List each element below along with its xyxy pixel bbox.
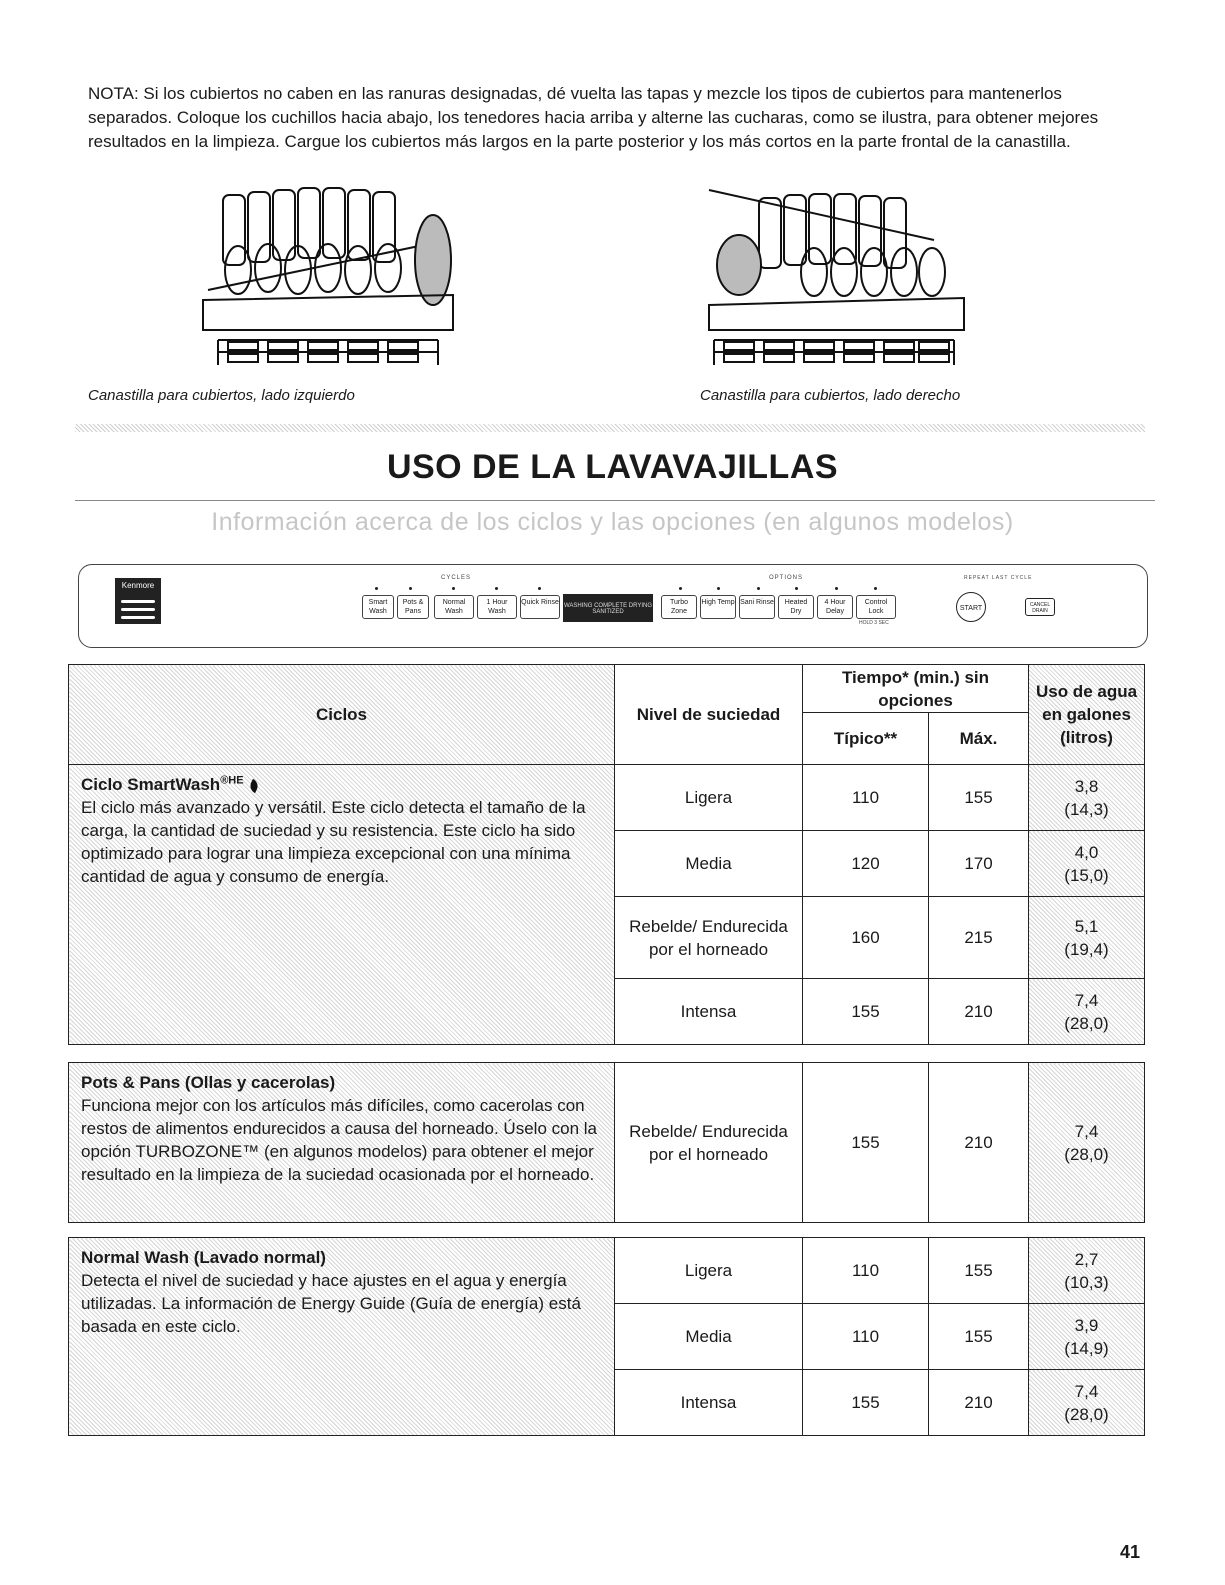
control-panel-illustration (78, 564, 1148, 648)
section-divider (75, 424, 1145, 432)
cycle-button-1-hour-wash: 1 Hour Wash (477, 595, 517, 619)
cycle-button-normal-wash: Normal Wash (434, 595, 474, 619)
typical-cell: 155 (803, 1063, 929, 1223)
water-cell: 3,8 (14,3) (1029, 765, 1145, 831)
max-cell: 155 (929, 1238, 1029, 1304)
repeat-label: REPEAT LAST CYCLE (964, 575, 1033, 581)
page-number: 41 (1120, 1542, 1141, 1562)
water-cell: 7,4 (28,0) (1029, 1370, 1145, 1436)
typical-cell: 160 (803, 897, 929, 979)
water-cell: 3,9 (14,9) (1029, 1304, 1145, 1370)
option-button-high-temp: High Temp (700, 595, 736, 619)
header-max: Máx. (929, 713, 1029, 765)
status-display: WASHING COMPLETE DRYING SANITIZED (563, 594, 653, 622)
right-basket-caption: Canastilla para cubiertos, lado derecho (700, 387, 961, 404)
section-subtitle: Información acerca de los ciclos y las opciones (en algunos modelos) (211, 508, 1014, 536)
cancel-drain-button: CANCEL DRAIN (1025, 598, 1055, 616)
cycles-table-normal-wash (68, 1237, 1145, 1436)
typical-cell: 155 (803, 979, 929, 1045)
note-paragraph: NOTA: Si los cubiertos no caben en las ranuras designadas, dé vuelta las tapas y mezcle los tipos de cubiertos para mantenerlos separados. Coloque los cuchillos hacia abajo, los tenedores hacia arriba y alterne las cucharas, como se ilustra, para obtener mejores resultados en la limpieza. Cargue los cubiertos más largos en la parte posterior y los más cortos en la parte frontal de la canastilla. (88, 84, 1099, 151)
header-soil-level: Nivel de suciedad (615, 665, 803, 765)
cycle-button-pots-pans: Pots & Pans (397, 595, 429, 619)
max-cell: 210 (929, 1063, 1029, 1223)
cycles-table-pots-pans (68, 1062, 1145, 1223)
leaf-icon (247, 778, 259, 792)
start-button: START (956, 592, 986, 622)
header-water-use: Uso de agua en galones (litros) (1029, 665, 1145, 765)
cycle-description-pots-pans: Pots & Pans (Ollas y cacerolas) Funciona mejor con los artículos más difíciles, como cacerolas con restos de alimentos endurecidos a causa del horneado. Úselo con la opción TURBOZONE™ (en algunos modelos) para obtener el mejor resultado en la limpieza de la suciedad ocasionada por el horneado. (69, 1063, 615, 1223)
soil-cell: Media (615, 831, 803, 897)
typical-cell: 110 (803, 1304, 929, 1370)
soil-cell: Media (615, 1304, 803, 1370)
option-button-heated-dry: Heated Dry (778, 595, 814, 619)
soil-cell: Ligera (615, 1238, 803, 1304)
water-cell: 4,0 (15,0) (1029, 831, 1145, 897)
water-cell: 5,1 (19,4) (1029, 897, 1145, 979)
kenmore-logo: Kenmore (115, 578, 161, 624)
typical-cell: 110 (803, 1238, 929, 1304)
soil-cell: Ligera (615, 765, 803, 831)
option-button-control-lock: Control Lock (856, 595, 896, 619)
cycles-label: CYCLES (441, 575, 472, 581)
max-cell: 155 (929, 1304, 1029, 1370)
typical-cell: 155 (803, 1370, 929, 1436)
options-label: OPTIONS (769, 575, 804, 581)
cycle-button-quick-rinse: Quick Rinse (520, 595, 560, 619)
left-basket-caption: Canastilla para cubiertos, lado izquierdo (88, 387, 355, 404)
option-button-turbo-zone: Turbo Zone (661, 595, 697, 619)
cycles-table-smartwash (68, 664, 1145, 1045)
right-basket-illustration (704, 180, 974, 370)
water-cell: 7,4 (28,0) (1029, 1063, 1145, 1223)
typical-cell: 110 (803, 765, 929, 831)
max-cell: 210 (929, 979, 1029, 1045)
soil-cell: Rebelde/ Endurecida por el horneado (615, 1063, 803, 1223)
max-cell: 155 (929, 765, 1029, 831)
hold-label: HOLD 3 SEC (859, 620, 889, 626)
soil-cell: Intensa (615, 1370, 803, 1436)
option-button-4-hour-delay: 4 Hour Delay (817, 595, 853, 619)
title-rule (75, 500, 1155, 501)
typical-cell: 120 (803, 831, 929, 897)
cycle-description-normal-wash: Normal Wash (Lavado normal) Detecta el nivel de suciedad y hace ajustes en el agua y energía utilizadas. La información de Energy Guide (Guía de energía) está basada en este ciclo. (69, 1238, 615, 1436)
water-cell: 7,4 (28,0) (1029, 979, 1145, 1045)
header-typical: Típico** (803, 713, 929, 765)
header-cycles: Ciclos (69, 665, 615, 765)
soil-cell: Intensa (615, 979, 803, 1045)
max-cell: 210 (929, 1370, 1029, 1436)
cycle-button-smart-wash: Smart Wash (362, 595, 394, 619)
soil-cell: Rebelde/ Endurecida por el horneado (615, 897, 803, 979)
option-button-sani-rinse: Sani Rinse (739, 595, 775, 619)
water-cell: 2,7 (10,3) (1029, 1238, 1145, 1304)
left-basket-illustration (198, 180, 468, 370)
max-cell: 170 (929, 831, 1029, 897)
cycle-description-smartwash: Ciclo SmartWash$^{®HE}$ El ciclo más avanzado y versátil. Este ciclo detecta el tamaño de la carga, la cantidad de suciedad y su resistencia. Este ciclo ha sido optimizado para lograr una limpieza excepcional con una mínima cantidad de agua y consumo de energía. (69, 765, 615, 1045)
max-cell: 215 (929, 897, 1029, 979)
header-time: Tiempo* (min.) sin opciones (803, 665, 1029, 713)
section-title: USO DE LA LAVAVAJILLAS (386, 448, 839, 486)
